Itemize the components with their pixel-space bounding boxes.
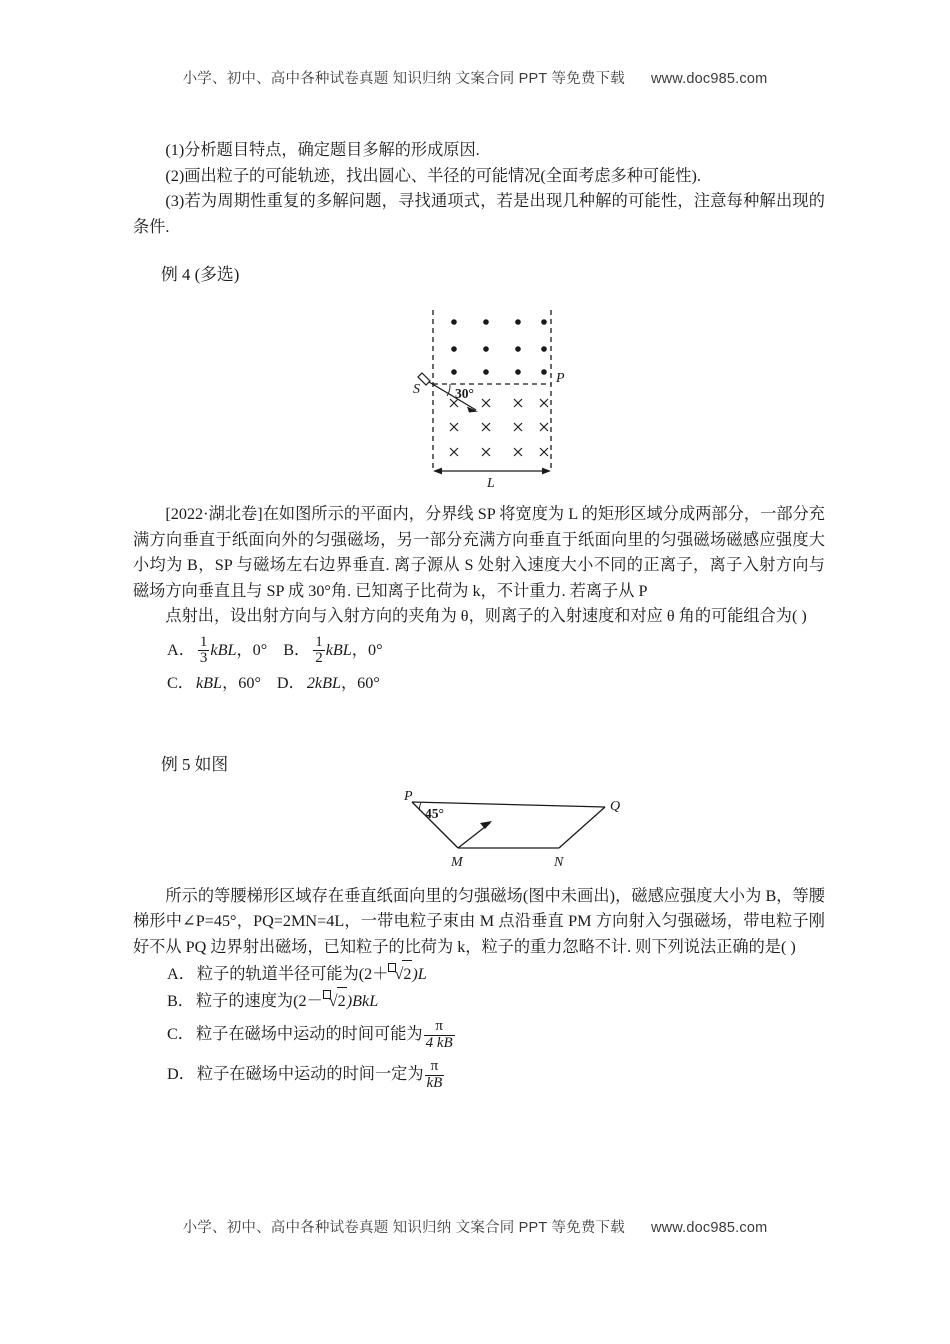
option-b-radicand: 2 (337, 987, 347, 1014)
label-P: P (556, 371, 565, 386)
header-watermark (0, 67, 950, 88)
option-d-fraction (425, 1059, 445, 1091)
option-d-angle: 60° (357, 673, 380, 692)
intro-line-2: (2)画出粒子的可能轨迹，找出圆心、半径的可能情况(全面考虑多种可能性). (165, 166, 701, 185)
example-5-body: 所示的等腰梯形区域存在垂直纸面向里的匀强磁场(图中未画出)，磁感应强度大小为 B，等腰梯形中∠P=45°，PQ=2MN=4L，一带电粒子束由 M 点沿垂直 PM 方向射入匀强磁场，带电粒子刚好不从 PQ 边界射出磁场，已知粒子的比荷为 k，粒子的重力忽略不计. 则下列说法正确的是( ) (133, 886, 825, 956)
intro-line-1: (1)分析题目特点，确定题目多解的形成原因. (165, 141, 480, 159)
option-b-expr: kBL (325, 640, 352, 659)
option-b-label: B． (167, 992, 194, 1010)
option-a-text-before: 粒子的轨道半径可能为(2＋ (196, 965, 389, 983)
example-4-options-cd (133, 670, 825, 696)
label-P: P (404, 788, 413, 804)
option-c-fraction (424, 1019, 455, 1051)
field-out-dots (451, 319, 547, 375)
example-4-options-ab (133, 630, 825, 670)
label-M: M (451, 854, 463, 870)
option-b-radical (323, 987, 347, 1014)
option-c-label: C． (167, 1025, 194, 1043)
option-c-comma: ， (222, 673, 239, 692)
option-a-expr: kBL (210, 640, 237, 659)
option-b-denominator: 2 (315, 650, 323, 667)
example-5-option-c (133, 1014, 825, 1054)
option-d-denominator: kB (426, 1074, 443, 1091)
option-a-denominator: 3 (199, 650, 208, 667)
option-c-angle: 60° (238, 673, 261, 692)
option-c-text: 粒子在磁场中运动的时间可能为 (195, 1025, 423, 1043)
radical-sign-icon: √ (394, 965, 404, 983)
label-N: N (554, 854, 564, 870)
label-Q: Q (610, 798, 621, 814)
intro-line-3: (3)若为周期性重复的多解问题，寻找通项式，若是出现几种解的可能性，注意每种解出现的条件. (133, 192, 825, 236)
radical-sign-icon: √ (328, 992, 338, 1010)
trapezoid-diagram (133, 790, 825, 872)
header-watermark-url: www.doc985.com (650, 71, 768, 87)
option-a-angle: 0° (252, 640, 268, 659)
option-a-numerator: 1 (199, 633, 208, 650)
option-b-numerator: 1 (315, 633, 323, 650)
label-angle-30: 30° (455, 386, 474, 401)
example-4-figure (133, 300, 825, 490)
document-content (133, 138, 825, 1094)
option-d-text: 粒子在磁场中运动的时间一定为 (196, 1065, 424, 1083)
option-d-label: D． (167, 1065, 195, 1083)
option-a-fraction (198, 635, 210, 667)
example-5-option-b (133, 987, 825, 1014)
example-4-body-p1: [2022·湖北卷]在如图所示的平面内，分界线 SP 将宽度为 L 的矩形区域分成两部分，一部分充满方向垂直于纸面向外的匀强磁场，另一部分充满方向垂直于纸面向里的匀强磁场磁感应强度大小均为 B，SP 与磁场左右边界垂直. 离子源从 S 处射入速度大小不同的正离子，离子入射方向与磁场方向垂直且与 SP 成 30°角. 已知离子比荷为 k，不计重力. 若离子从 P (133, 505, 825, 600)
example-4-body-p2: 点射出，设出射方向与入射方向的夹角为 θ，则离子的入射速度和对应 θ 角的可能组合为( ) (165, 607, 807, 625)
option-a-radical (388, 960, 412, 987)
option-c-label: C． (167, 673, 194, 692)
dimension-arrow-left (433, 468, 442, 475)
label-angle-45: 45° (425, 805, 444, 821)
option-b-comma: ， (351, 640, 368, 659)
option-d-expr: 2kBL (306, 673, 341, 692)
option-a-label: A． (167, 640, 195, 659)
option-b-label: B． (283, 640, 311, 659)
label-S: S (413, 382, 420, 397)
option-b-text-before: 粒子的速度为(2－ (195, 992, 323, 1010)
footer-watermark-text: 小学、初中、高中各种试卷真题 知识归纳 文案合同 PPT 等免费下载 (182, 1220, 625, 1236)
option-b-text-after: )BkL (346, 992, 379, 1010)
option-b-angle: 0° (367, 640, 383, 659)
footer-watermark (0, 1216, 950, 1237)
option-a-comma: ， (236, 640, 253, 659)
dimension-arrow-right (542, 468, 551, 475)
four-field-diagram (133, 300, 825, 490)
field-in-crosses (450, 399, 548, 456)
option-a-label: A． (167, 965, 195, 983)
label-L: L (487, 476, 495, 491)
option-a-radicand: 2 (402, 960, 412, 987)
option-d-comma: ， (340, 673, 358, 692)
footer-watermark-url: www.doc985.com (650, 1220, 768, 1236)
example-5-heading: 例 5 如图 (161, 754, 229, 774)
option-d-numerator: π (430, 1058, 439, 1075)
option-c-denominator: 4 kB (425, 1034, 453, 1051)
example-5-option-d (133, 1054, 825, 1094)
header-watermark-text: 小学、初中、高中各种试卷真题 知识归纳 文案合同 PPT 等免费下载 (182, 71, 625, 87)
example-5-figure (133, 790, 825, 872)
example-4-heading: 例 4 (多选) (161, 265, 240, 284)
option-c-expr: kBL (195, 673, 223, 692)
edge-QN (559, 807, 605, 848)
example-5-option-a (133, 960, 825, 987)
option-a-text-after: )L (412, 965, 427, 983)
option-c-numerator: π (435, 1018, 443, 1035)
option-b-fraction (313, 635, 325, 667)
velocity-arrow-head (480, 821, 492, 829)
option-d-label: D． (276, 673, 305, 692)
